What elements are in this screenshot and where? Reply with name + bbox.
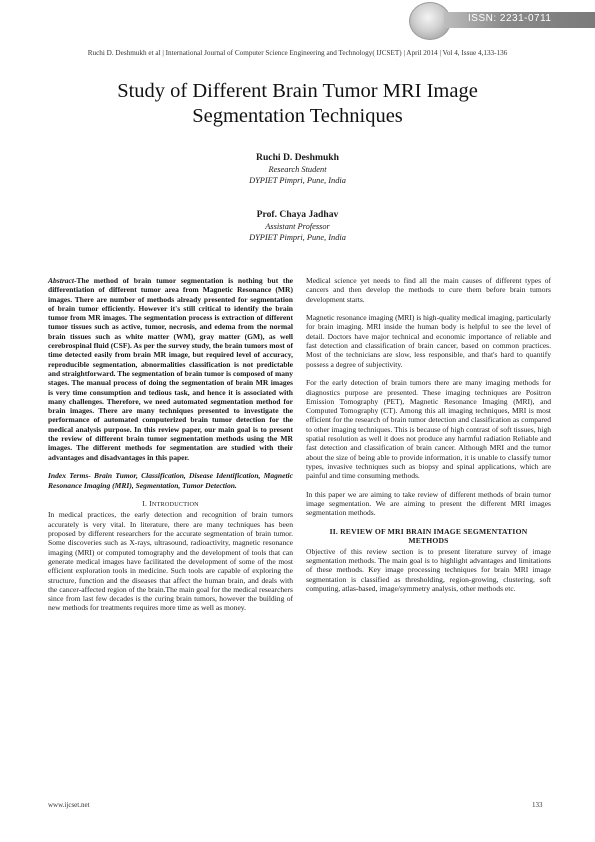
section-heading-introduction: I. INTRODUCTION bbox=[142, 499, 199, 509]
footer-page-number: 133 bbox=[532, 801, 543, 809]
right-paragraph-2: Magnetic resonance imaging (MRI) is high-quality medical imaging, particularly for brain imaging. MRI inside the human body is helpful to see the level of detail. Doctors have major technical and economic importance of reliable and fast detection and classification of brain cancer, based on common practices. Most of the technicians are slow, less responsible, and that's hard to quantify possess a degree of subjectivity. bbox=[306, 313, 551, 369]
author-2 bbox=[0, 209, 595, 243]
right-paragraph-4: In this paper we are aiming to take review of different methods of brain tumor image segmentation. We are aiming to present the different MRI images segmentation methods. bbox=[306, 489, 551, 518]
index-terms: Index Terms- Brain Tumor, Classification, Disease Identification, Magnetic Resonance Imaging (MRI), Segmentation, Tumor Detection. bbox=[48, 471, 293, 490]
running-head: Ruchi D. Deshmukh et al | International Journal of Computer Science Engineering and Technology( IJCSET) | April 2014 | Vol 4, Issue 4,133-136 bbox=[87, 49, 508, 57]
left-column bbox=[48, 276, 293, 622]
section-heading-review-line-1: II. REVIEW OF MRI BRAIN IMAGE SEGMENTATION bbox=[329, 527, 528, 537]
right-paragraph-3: For the early detection of brain tumors there are many imaging methods for diagnostics purpose are presented. These imaging techniques are Positron Emission Tomography (PET), Magnetic Resonance Imaging (MRI), and Computed Tomography (CT). Among this all imaging techniques, MRI is most efficient for the research of brain tumor detection and classification as compared to other imaging techniques. This is because of high contrast of soft tissues, high spatial resolution as well it does not produce any harmful radiation Reliable and fast detection and classification of brain cancer. Although MRI and the tumor about the size of being able to provide information, it is unable to classify tumor types, invasive techniques such as biopsy and spinal applications, which are painful and time consuming methods. bbox=[306, 378, 551, 481]
author-1-affiliation: DYPIET Pimpri, Pune, India bbox=[249, 176, 346, 185]
author-2-role: Assistant Professor bbox=[265, 222, 330, 231]
section-heading-review-line-2: METHODS bbox=[408, 536, 449, 546]
author-2-affiliation: DYPIET Pimpri, Pune, India bbox=[249, 233, 346, 242]
paper-title bbox=[40, 79, 555, 129]
abstract bbox=[48, 276, 293, 462]
right-paragraph-1: Medical science yet needs to find all the main causes of different types of cancers and then develop the methods to cure them before brain tumors development starts. bbox=[306, 276, 551, 304]
paper-title-line-1: Study of Different Brain Tumor MRI Image bbox=[117, 80, 478, 102]
footer-website: www.ijcset.net bbox=[48, 801, 90, 809]
issn-text: ISSN: 2231-0711 bbox=[468, 13, 552, 24]
review-paragraph: Objective of this review section is to present literature survey of image segmentation methods. The main goal is to highlight advantages and limitations of these methods. Key image processing techniques for brain MRI image segmentation is classified as thresholding, region-growing, clustering, soft computing, atlas-based, image/symmetry analysis, other methods etc. bbox=[306, 546, 551, 593]
abstract-lead: Abstract- bbox=[48, 276, 77, 285]
author-2-name: Prof. Chaya Jadhav bbox=[256, 209, 339, 220]
author-1-name: Ruchi D. Deshmukh bbox=[256, 152, 339, 163]
author-1-role: Research Student bbox=[268, 165, 327, 174]
section-heading-review bbox=[306, 527, 551, 546]
introduction-paragraph: In medical practices, the early detection and recognition of brain tumors accurately is very vital. In literature, there are many techniques has been proposed by different researchers for the accurate segmentation of brain tumor. Some discoveries such as X-rays, ultrasound, radioactivity, magnetic resonance imaging (MRI) or computed tomography and the development of tools that can generate medical images have facilitated the development of some of the most efficient exploration tools in medicine. Such tools are capable of exploring the structure, function and the diseases that affect the human brain, and deals with the cancer-affected region of the brain.The main goal for the medical researchers since from last few decades is the curing brain tumors, however the building of new methods for treatments requires more time as well as money. bbox=[48, 510, 293, 613]
right-column bbox=[306, 276, 551, 602]
paper-title-line-2: Segmentation Techniques bbox=[192, 105, 403, 127]
abstract-body: The method of brain tumor segmentation is nothing but the differentiation of different tumor area from Magnetic Resonance (MR) images. There are number of methods already presented for segmentation of brain tumor efficiently. However it's still critical to identify the brain tumor from MR images. The segmentation process is extraction of different tumor tissues such as active, tumor, necrosis, and edema from the normal brain tissues such as white matter (WM), gray matter (GM), as well cerebrospinal fluid (CSF). As per the survey study, the brain tumors most of time detected easily from brain MR image, but required level of accuracy, reproducible segmentation, abnormalities classification is not predictable and straightforward. The segmentation of brain tumor is composed of many stages. The manual process of doing the segmentation of brain MR images is very time consumption and tedious task, and hence it is associated with many challenges. Therefore, we need automated segmentation method for brain images. There are many techniques presented to investigate the performance of automated computerized brain tumor detection for the medical analysis purpose. In this review paper, our main goal is to present the review of different brain tumor segmentation methods using the MR images. The different methods for segmentation are studied with their advantages and disadvantages in this paper. bbox=[48, 276, 293, 462]
author-1 bbox=[0, 152, 595, 186]
